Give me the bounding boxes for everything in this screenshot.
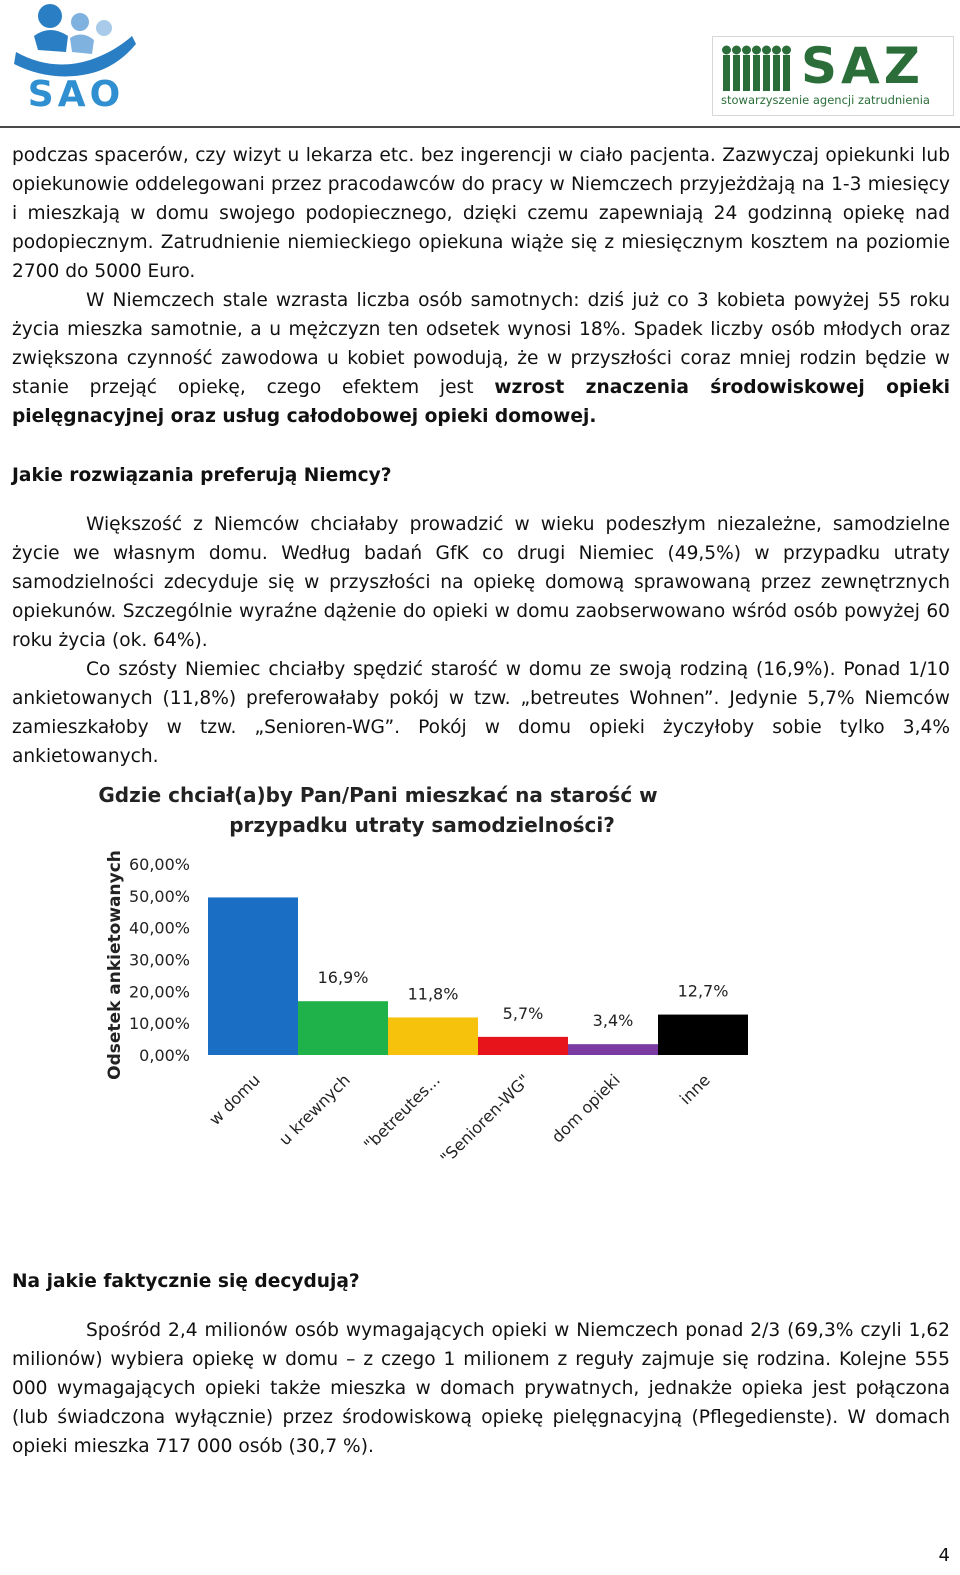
y-axis-label: Odsetek ankietowanych [105, 850, 125, 1080]
bar [658, 1015, 748, 1055]
saz-logo-text: SAZ [801, 37, 924, 95]
saz-logo-subtitle: stowarzyszenie agencji zatrudnienia [721, 93, 930, 107]
bar [388, 1017, 478, 1055]
body-text-middle [12, 510, 950, 771]
paragraph-2-text: W Niemczech stale wzrasta liczba osób samotnych: dziś już co 3 kobieta powyżej 55 roku życia mieszka samotnie, a u mężczyzn ten odsetek wynosi 18%. Spadek liczby osób młodych oraz zwiększona czynność zawodowa u kobiet powodują, że w przyszłości coraz mniej rodzin będzie w stanie przejąć opiekę, czego efektem jest [12, 290, 950, 398]
paragraph-3: Większość z Niemców chciałaby prowadzić w wieku podeszłym niezależne, samodzielne życie we własnym domu. Według badań GfK co drugi Niemiec (49,5%) w przypadku utraty samodzielności zdecyduje się w przyszłości na opiekę domową sprawowaną przez zewnętrznych opiekunów. Szczególnie wyraźne dążenie do opieki w domu zaobserwowano wśród osób powyżej 60 roku życia (ok. 64%). [12, 514, 950, 651]
x-category-label: inne [675, 1070, 714, 1109]
saz-people-icon [719, 41, 803, 95]
y-tick-label: 40,00% [128, 918, 190, 938]
data-label: 16,9% [317, 968, 369, 988]
saz-logo [712, 36, 954, 116]
x-category-label: w domu [205, 1070, 264, 1129]
section-2 [12, 1267, 950, 1296]
bar [208, 897, 298, 1055]
paragraph-1: podczas spacerów, czy wizyt u lekarza etc. bez ingerencji w ciało pacjenta. Zazwyczaj opiekunki lub opiekunowie oddelegowani przez pracodawców do pracy w Niemczech przyjeżdżają na 1-3 miesięcy i mieszkają w domu swojego podopiecznego, dzięki czemu zapewniają 24 godzinną opiekę nad podopiecznym. Zatrudnienie niemieckiego opiekuna wiąże się z miesięcznym kosztem na poziomie 2700 do 5000 Euro. [12, 145, 950, 282]
body-text-upper [12, 141, 950, 431]
sao-logo [12, 2, 140, 114]
paragraph-4: Co szósty Niemiec chciałby spędzić starość w domu ze swoją rodziną (16,9%). Ponad 1/10 ankietowanych (11,8%) preferowałaby pokój w tzw. „betreutes Wohnen”. Jedynie 5,7% Niemców zamieszkałoby w tzw. „Senioren-WG”. Pokój w domu opieki życzyłoby sobie tylko 3,4% ankietowanych. [12, 659, 950, 767]
sao-hands-icon [12, 2, 140, 82]
bar-chart-svg [96, 775, 776, 1195]
paragraph-5: Spośród 2,4 milionów osób wymagających opieki w Niemczech ponad 2/3 (69,3% czyli 1,62 milionów) wybiera opiekę w domu – z czego 1 milionem z reguły zajmuje się rodzina. Kolejne 555 000 wymagających opieki także mieszka w domach prywatnych, jednakże opieka jest połączona (lub świadczona wyłącznie) przez środowiskową opiekę pielęgnacyjną (Pflegedienste). W domach opieki mieszka 717 000 osób (30,7 %). [12, 1320, 950, 1457]
bar-chart [96, 775, 776, 1195]
y-tick-label: 30,00% [128, 950, 190, 970]
data-label: 11,8% [407, 984, 459, 1004]
y-tick-label: 0,00% [139, 1046, 190, 1065]
bar [298, 1001, 388, 1055]
y-tick-label: 50,00% [128, 886, 190, 906]
y-tick-label: 20,00% [128, 982, 190, 1002]
chart-title-line-2: przypadku utraty samodzielności? [229, 813, 615, 837]
chart-title-line-1: Gdzie chciał(a)by Pan/Pani mieszkać na starość w [98, 783, 658, 807]
sao-logo-text: SAO [27, 74, 125, 115]
paragraph-2 [12, 286, 950, 431]
section-1 [12, 461, 950, 490]
section-heading-decisions: Na jakie faktycznie się decydują? [12, 1271, 360, 1292]
y-tick-label: 60,00% [128, 855, 190, 874]
page-number: 4 [938, 1545, 950, 1566]
page-header [0, 0, 960, 130]
bar [478, 1037, 568, 1055]
data-label: 12,7% [677, 981, 729, 1001]
x-category-label: "Senioren-WG" [436, 1070, 534, 1168]
data-label: 3,4% [592, 1011, 634, 1031]
body-text-lower [12, 1316, 950, 1461]
paragraph-2-bold: wzrost znaczenia środowiskowej opieki pielęgnacyjnej oraz usług całodobowej opieki domowej. [12, 377, 950, 427]
x-category-label: dom opieki [547, 1070, 624, 1147]
x-category-label: u krewnych [275, 1070, 354, 1150]
header-divider [0, 126, 960, 128]
section-heading-preferences: Jakie rozwiązania preferują Niemcy? [12, 465, 392, 486]
bar [568, 1044, 658, 1055]
x-category-label: "betreutes... [359, 1070, 444, 1155]
data-label: 5,7% [502, 1003, 544, 1023]
y-tick-label: 10,00% [128, 1014, 190, 1034]
